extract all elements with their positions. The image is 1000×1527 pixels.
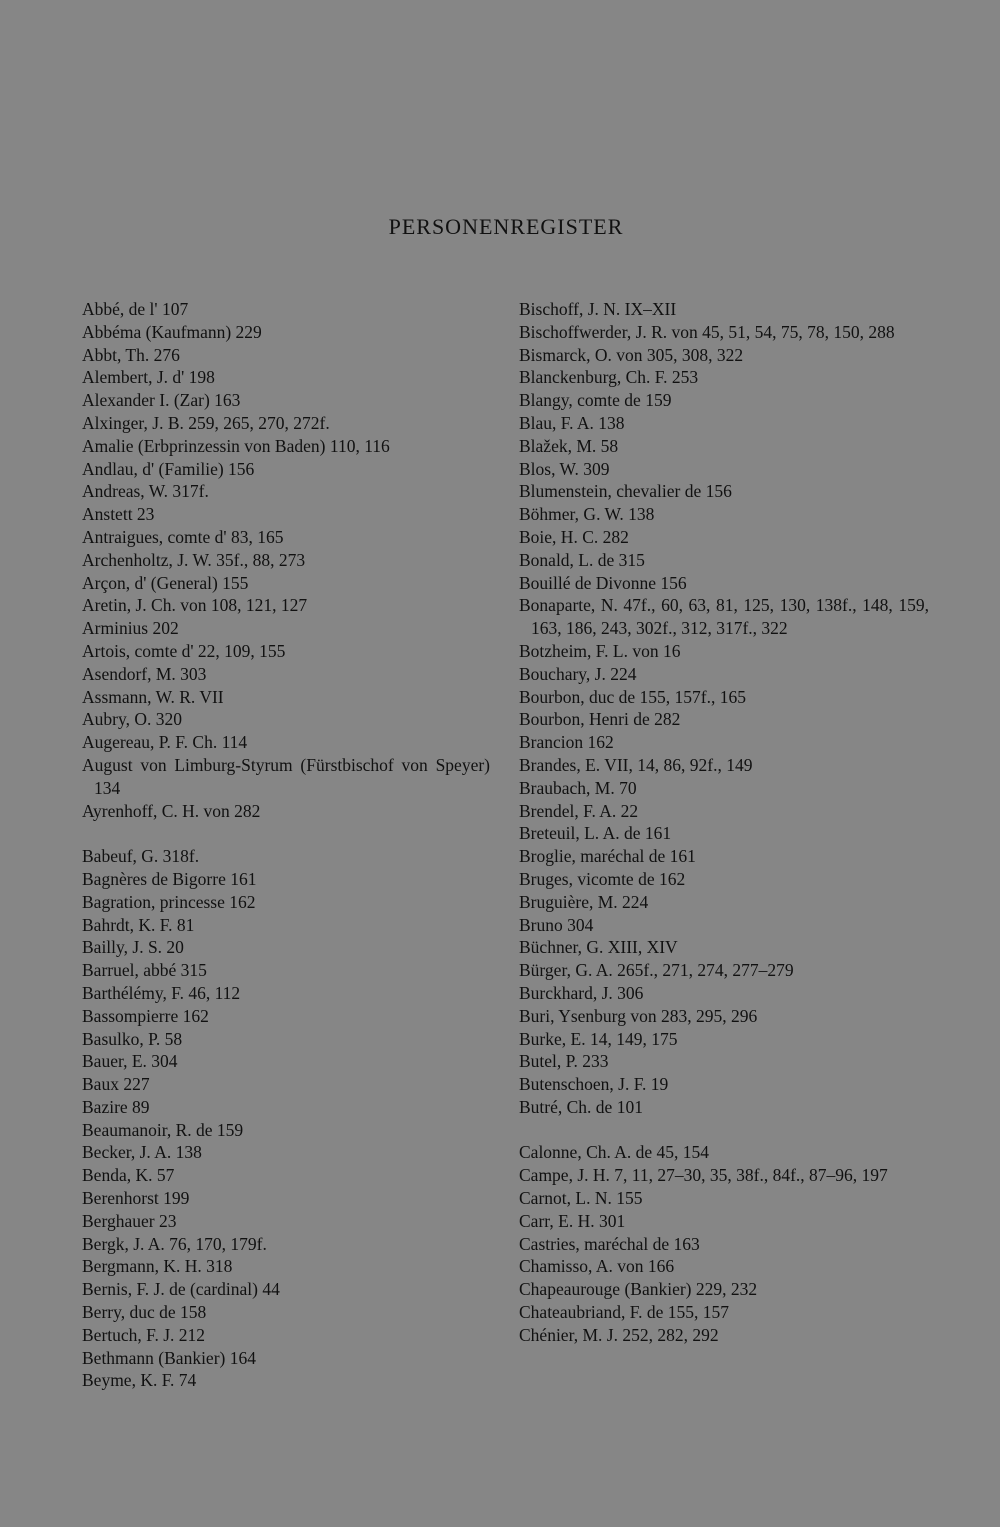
index-entry: Böhmer, G. W. 138 — [519, 504, 655, 525]
index-entry: Alxinger, J. B. 259, 265, 270, 272f. — [82, 412, 330, 433]
index-entry: Calonne, Ch. A. de 45, 154 — [519, 1142, 710, 1163]
index-entry: Ayrenhoff, C. H. von 282 — [82, 800, 261, 821]
index-entry: Bruges, vicomte de 162 — [519, 868, 686, 889]
index-entry: Bauer, E. 304 — [82, 1051, 178, 1072]
index-entry: Brandes, E. VII, 14, 86, 92f., 149 — [519, 754, 753, 775]
index-entry: Chénier, M. J. 252, 282, 292 — [519, 1324, 719, 1345]
letter-group-gap — [519, 1119, 929, 1142]
index-entry: Barruel, abbé 315 — [82, 960, 207, 981]
index-entry: Berenhorst 199 — [82, 1188, 190, 1209]
index-entry: Berghauer 23 — [82, 1210, 177, 1231]
index-entry: Bertuch, F. J. 212 — [82, 1324, 206, 1345]
index-entry: August von Limburg-Styrum (Fürstbischof von Speyer) 134 — [82, 754, 490, 798]
index-entry: Augereau, P. F. Ch. 114 — [82, 732, 248, 753]
index-entry: Assmann, W. R. VII — [82, 686, 224, 707]
index-entry: Braubach, M. 70 — [519, 777, 637, 798]
index-entry: Blau, F. A. 138 — [519, 412, 625, 433]
index-entry: Barthélémy, F. 46, 112 — [82, 982, 241, 1003]
index-entry: Asendorf, M. 303 — [82, 663, 207, 684]
index-entry: Chamisso, A. von 166 — [519, 1256, 675, 1277]
index-entry: Bourbon, Henri de 282 — [519, 709, 681, 730]
index-entry: Büchner, G. XIII, XIV — [519, 937, 678, 958]
index-entry: Burckhard, J. 306 — [519, 982, 644, 1003]
index-entry: Blos, W. 309 — [519, 458, 610, 479]
index-entry: Burke, E. 14, 149, 175 — [519, 1028, 678, 1049]
index-entry: Castries, maréchal de 163 — [519, 1233, 700, 1254]
index-entry: Campe, J. H. 7, 11, 27–30, 35, 38f., 84f., 87–96, 197 — [519, 1165, 888, 1186]
index-entry: Abbéma (Kaufmann) 229 — [82, 321, 262, 342]
index-entry: Beaumanoir, R. de 159 — [82, 1119, 244, 1140]
index-entry: Bismarck, O. von 305, 308, 322 — [519, 344, 744, 365]
index-entry: Bailly, J. S. 20 — [82, 937, 184, 958]
index-entry: Artois, comte d' 22, 109, 155 — [82, 640, 286, 661]
index-entry: Bagnères de Bigorre 161 — [82, 868, 257, 889]
index-entry: Bonald, L. de 315 — [519, 549, 645, 570]
index-entry: Anstett 23 — [82, 504, 155, 525]
index-entry: Abbt, Th. 276 — [82, 344, 180, 365]
index-entry: Alexander I. (Zar) 163 — [82, 390, 241, 411]
index-entry: Bonaparte, N. 47f., 60, 63, 81, 125, 130, 138f., 148, 159, 163, 186, 243, 302f., 312, 317f., 322 — [519, 595, 929, 639]
index-entry: Carnot, L. N. 155 — [519, 1188, 643, 1209]
index-entry: Baux 227 — [82, 1074, 150, 1095]
index-entry: Antraigues, comte d' 83, 165 — [82, 526, 284, 547]
index-entry: Butré, Ch. de 101 — [519, 1096, 643, 1117]
index-entry: Abbé, de l' 107 — [82, 299, 189, 319]
index-entry: Botzheim, F. L. von 16 — [519, 640, 681, 661]
index-entry: Arminius 202 — [82, 618, 179, 639]
index-entry: Bagration, princesse 162 — [82, 891, 256, 912]
index-entry: Bouillé de Divonne 156 — [519, 572, 687, 593]
index-entry: Blangy, comte de 159 — [519, 390, 672, 411]
index-entry: Butenschoen, J. F. 19 — [519, 1074, 669, 1095]
index-entry: Aubry, O. 320 — [82, 709, 182, 730]
index-entry: Bischoff, J. N. IX–XII — [519, 299, 677, 319]
index-entry: Chapeaurouge (Bankier) 229, 232 — [519, 1279, 758, 1300]
index-entry: Carr, E. H. 301 — [519, 1210, 626, 1231]
letter-group-gap — [82, 822, 490, 845]
page-title: PERSONENREGISTER — [388, 214, 624, 239]
index-entry: Bergk, J. A. 76, 170, 179f. — [82, 1233, 267, 1254]
index-entry: Bethmann (Bankier) 164 — [82, 1347, 256, 1368]
index-entry: Buri, Ysenburg von 283, 295, 296 — [519, 1005, 758, 1026]
index-entry: Bassompierre 162 — [82, 1005, 209, 1026]
index-entry: Bouchary, J. 224 — [519, 663, 637, 684]
index-entry: Broglie, maréchal de 161 — [519, 846, 696, 867]
index-column-left — [82, 298, 490, 1392]
index-entry: Boie, H. C. 282 — [519, 526, 629, 547]
index-entry: Beyme, K. F. 74 — [82, 1370, 197, 1391]
index-entry: Bruno 304 — [519, 914, 594, 935]
index-entry: Blanckenburg, Ch. F. 253 — [519, 367, 699, 388]
index-entry: Aretin, J. Ch. von 108, 121, 127 — [82, 595, 308, 616]
index-entry: Breteuil, L. A. de 161 — [519, 823, 672, 844]
index-entry: Bourbon, duc de 155, 157f., 165 — [519, 686, 746, 707]
index-entry: Benda, K. 57 — [82, 1165, 175, 1186]
index-entry: Becker, J. A. 138 — [82, 1142, 202, 1163]
index-entry: Arçon, d' (General) 155 — [82, 572, 249, 593]
index-entry: Blažek, M. 58 — [519, 435, 619, 456]
index-entry: Butel, P. 233 — [519, 1051, 609, 1072]
index-entry: Bernis, F. J. de (cardinal) 44 — [82, 1279, 280, 1300]
index-entry: Bruguière, M. 224 — [519, 891, 649, 912]
index-entry: Archenholtz, J. W. 35f., 88, 273 — [82, 549, 306, 570]
index-entry: Bazire 89 — [82, 1096, 150, 1117]
index-entry: Babeuf, G. 318f. — [82, 846, 200, 867]
index-entry: Basulko, P. 58 — [82, 1028, 183, 1049]
index-entry: Amalie (Erbprinzessin von Baden) 110, 116 — [82, 435, 390, 456]
index-entry: Alembert, J. d' 198 — [82, 367, 215, 388]
index-entry: Bergmann, K. H. 318 — [82, 1256, 233, 1277]
index-entry: Andreas, W. 317f. — [82, 481, 209, 502]
index-entry: Andlau, d' (Familie) 156 — [82, 458, 255, 479]
index-entry: Blumenstein, chevalier de 156 — [519, 481, 732, 502]
index-column-right — [519, 298, 929, 1347]
index-entry: Bahrdt, K. F. 81 — [82, 914, 195, 935]
index-entry: Berry, duc de 158 — [82, 1302, 207, 1323]
index-entry: Brendel, F. A. 22 — [519, 800, 639, 821]
index-entry: Bischoffwerder, J. R. von 45, 51, 54, 75, 78, 150, 288 — [519, 321, 895, 342]
index-entry: Brancion 162 — [519, 732, 614, 753]
index-entry: Chateaubriand, F. de 155, 157 — [519, 1302, 730, 1323]
index-entry: Bürger, G. A. 265f., 271, 274, 277–279 — [519, 960, 794, 981]
